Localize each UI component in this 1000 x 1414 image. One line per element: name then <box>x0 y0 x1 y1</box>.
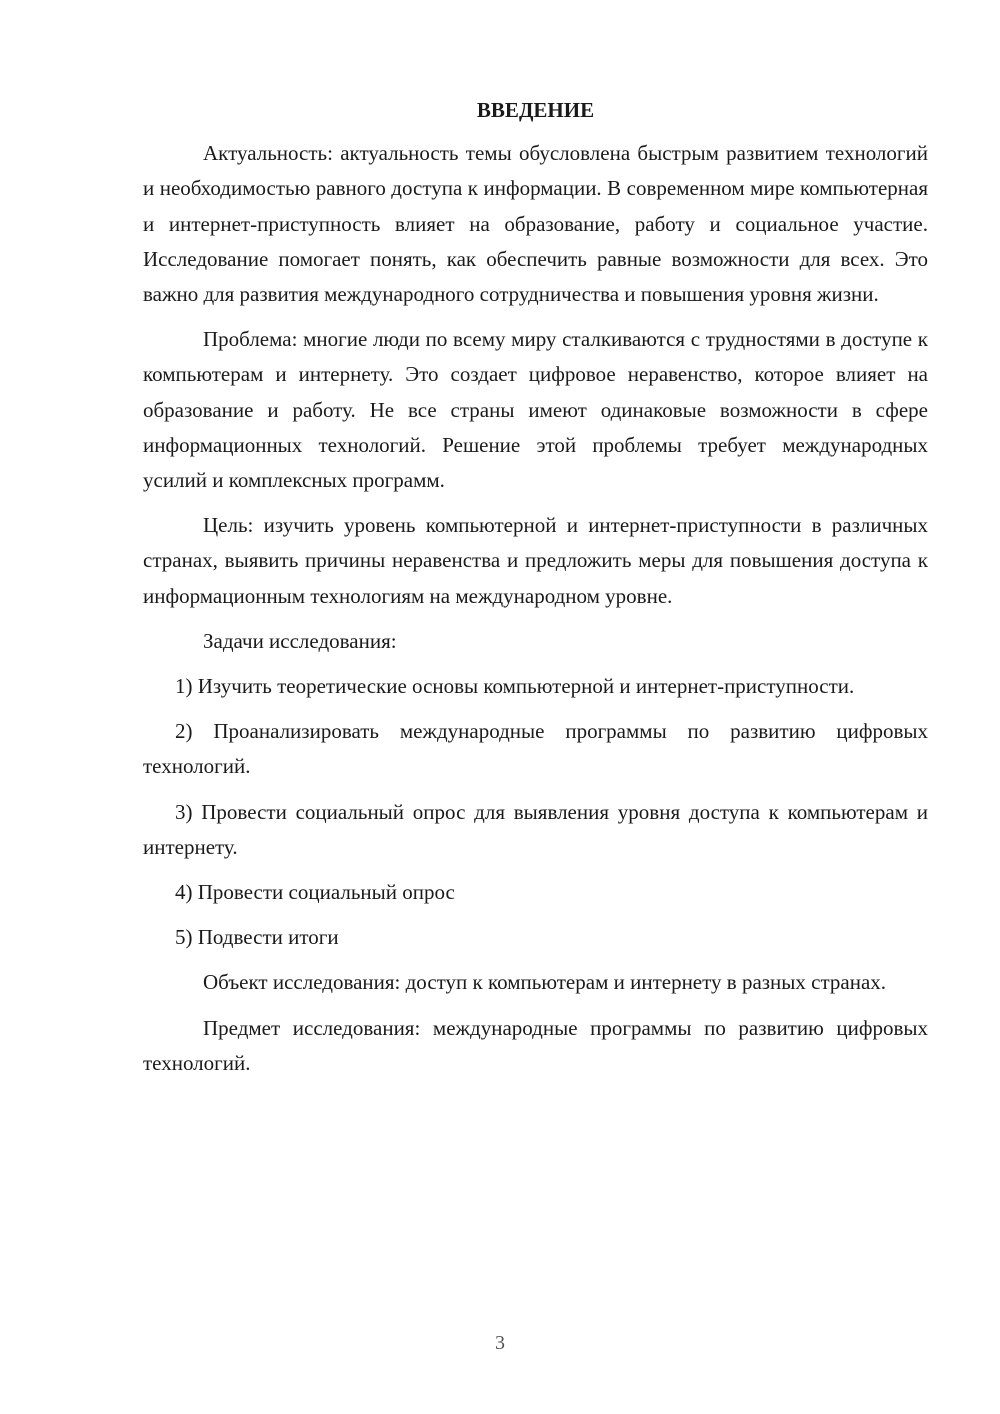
task-item-1: 1) Изучить теоретические основы компьютерной и интернет-приступности. <box>175 674 855 699</box>
problem-paragraph: Проблема: многие люди по всему миру сталкиваются с трудностями в доступе к компьютерам и интернету. Это создает цифровое неравенство, которое влияет на образование и работу. Не все страны имеют одинаковые возможности в сфере информационных технологий. Решение этой проблемы требует международных усилий и комплексных программ. <box>143 327 928 493</box>
object-paragraph: Объект исследования: доступ к компьютерам и интернету в разных странах. <box>203 970 887 995</box>
task-item-5: 5) Подвести итоги <box>175 925 339 950</box>
page-title: ВВЕДЕНИЕ <box>476 98 595 122</box>
task-item-4: 4) Провести социальный опрос <box>175 880 455 905</box>
task-item-2: 2) Проанализировать международные программы по развитию цифровых технологий. <box>143 719 928 779</box>
page-number: 3 <box>495 1332 505 1354</box>
document-page <box>143 93 928 1091</box>
tasks-header: Задачи исследования: <box>203 628 397 653</box>
task-item-3: 3) Провести социальный опрос для выявления уровня доступа к компьютерам и интернету. <box>143 799 928 859</box>
goal-paragraph: Цель: изучить уровень компьютерной и интернет-приступности в различных странах, выявить причины неравенства и предложить меры для повышения доступа к информационным технологиям на международном уровне. <box>143 513 928 608</box>
subject-paragraph: Предмет исследования: международные программы по развитию цифровых технологий. <box>143 1015 928 1075</box>
relevance-paragraph: Актуальность: актуальность темы обусловлена быстрым развитием технологий и необходимостью равного доступа к информации. В современном мире компьютерная и интернет-приступность влияет на образование, работу и социальное участие. Исследование помогает понять, как обеспечить равные возможности для всех. Это важно для развития международного сотрудничества и повышения уровня жизни. <box>143 141 928 307</box>
